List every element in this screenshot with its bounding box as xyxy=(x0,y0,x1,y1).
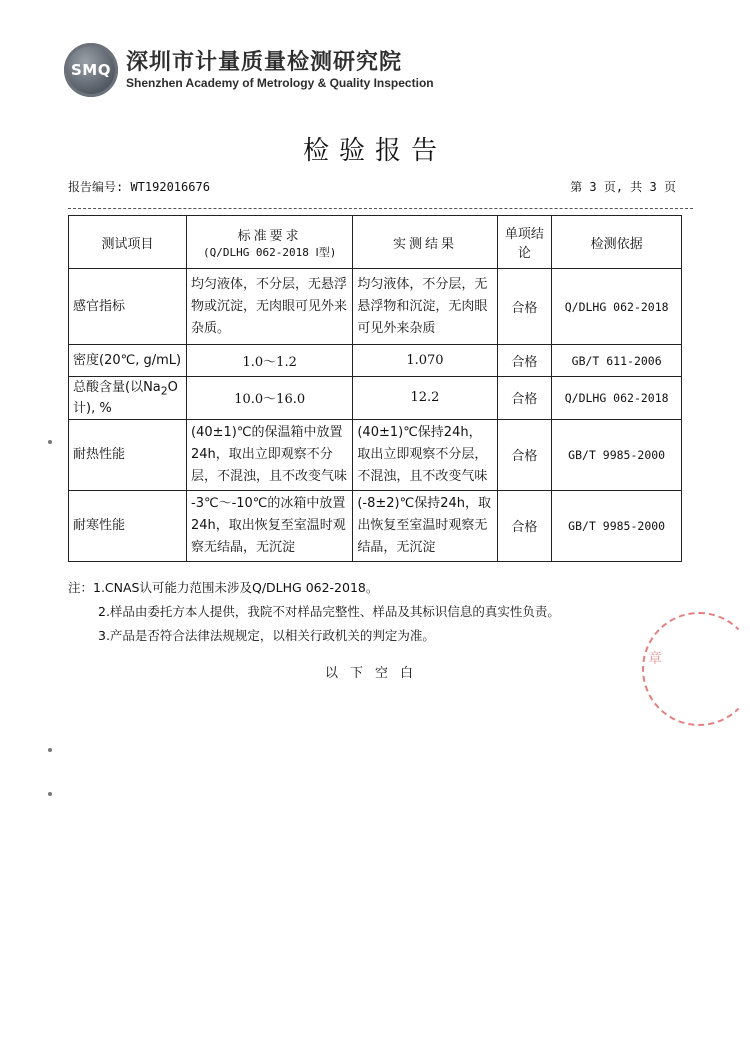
scan-mark xyxy=(48,792,52,796)
header-item: 测试项目 xyxy=(69,216,187,269)
note-1: 注：1.CNAS认可能力范围未涉及Q/DLHG 062-2018。 xyxy=(68,580,379,595)
smq-logo xyxy=(64,43,118,97)
row-item: 总酸含量(以$Na_2O$计), % xyxy=(69,377,187,420)
table-row xyxy=(69,377,682,420)
header-standard-sub: (Q/DLHG 062-2018 Ⅰ型) xyxy=(202,245,337,259)
row-basis: GB/T 9985-2000 xyxy=(552,490,682,561)
row-standard: 10.0～16.0 xyxy=(187,377,353,420)
row-result: (40±1)℃保持24h，取出立即观察不分层，不混浊，且不改变气味 xyxy=(353,419,497,490)
header-standard: 标准要求 (Q/DLHG 062-2018 Ⅰ型) xyxy=(187,216,353,269)
header-conclusion: 单项结论 xyxy=(497,216,552,269)
table-header-row xyxy=(69,216,682,269)
org-name-en: Shenzhen Academy of Metrology & Quality Inspection xyxy=(126,76,434,90)
row-result: 1.070 xyxy=(353,345,497,377)
row-item: 密度(20℃, g/mL) xyxy=(69,345,187,377)
row-result: 均匀液体，不分层，无悬浮物和沉淀，无肉眼可见外来杂质 xyxy=(353,269,497,345)
row-basis: GB/T 9985-2000 xyxy=(552,419,682,490)
header-divider xyxy=(68,208,693,209)
row-conclusion: 合格 xyxy=(497,419,552,490)
row-basis: GB/T 611-2006 xyxy=(552,345,682,377)
report-number: 报告编号: WT192016676 xyxy=(68,180,210,194)
notes-section xyxy=(68,576,560,648)
row-basis: Q/DLHG 062-2018 xyxy=(552,377,682,420)
row-standard: (40±1)℃的保温箱中放置24h，取出立即观察不分层，不混浊，且不改变气味 xyxy=(187,419,353,490)
table-row xyxy=(69,490,682,561)
test-results-table xyxy=(68,215,682,562)
table-row xyxy=(69,345,682,377)
row-conclusion: 合格 xyxy=(497,269,552,345)
table-row xyxy=(69,419,682,490)
document-title: 检验报告 xyxy=(302,136,447,166)
org-name-cn: 深圳市计量质量检测研究院 xyxy=(126,50,403,75)
row-item: 耐热性能 xyxy=(69,419,187,490)
row-conclusion: 合格 xyxy=(497,345,552,377)
scan-mark xyxy=(48,440,52,444)
row-standard: 1.0～1.2 xyxy=(187,345,353,377)
organization xyxy=(126,50,434,90)
note-2: 2.样品由委托方本人提供，我院不对样品完整性、样品及其标识信息的真实性负责。 xyxy=(98,604,560,619)
scan-mark xyxy=(48,748,52,752)
row-result: 12.2 xyxy=(353,377,497,420)
row-standard: 均匀液体，不分层，无悬浮物或沉淀，无肉眼可见外来杂质。 xyxy=(187,269,353,345)
table-row xyxy=(69,269,682,345)
blank-below-notice: 以下空白 xyxy=(324,666,425,681)
logo-text: SMQ xyxy=(71,61,111,79)
official-seal-stamp xyxy=(642,612,750,726)
page-info: 第 3 页, 共 3 页 xyxy=(570,180,676,194)
report-header xyxy=(64,42,434,98)
seal-fragment: 章 xyxy=(648,651,662,667)
row-standard: -3℃～-10℃的冰箱中放置24h，取出恢复至室温时观察无结晶，无沉淀 xyxy=(187,490,353,561)
row-item: 感官指标 xyxy=(69,269,187,345)
header-result: 实测结果 xyxy=(353,216,497,269)
header-basis: 检测依据 xyxy=(552,216,682,269)
row-item: 耐寒性能 xyxy=(69,490,187,561)
row-result: (-8±2)℃保持24h，取出恢复至室温时观察无结晶，无沉淀 xyxy=(353,490,497,561)
row-conclusion: 合格 xyxy=(497,377,552,420)
row-conclusion: 合格 xyxy=(497,490,552,561)
row-basis: Q/DLHG 062-2018 xyxy=(552,269,682,345)
note-3: 3.产品是否符合法律法规规定，以相关行政机关的判定为准。 xyxy=(98,628,435,643)
